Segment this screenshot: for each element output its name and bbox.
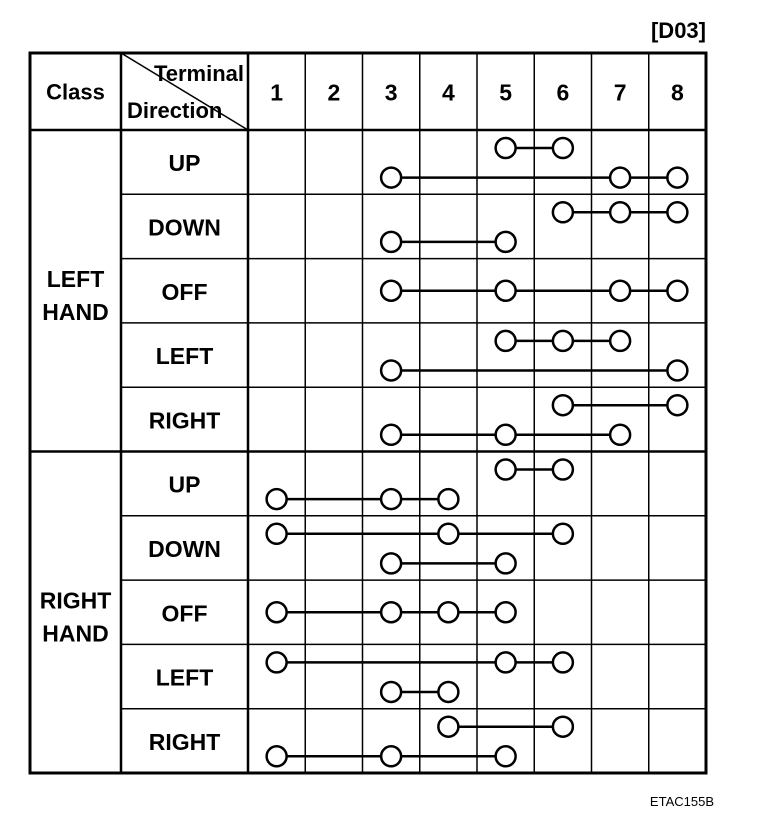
- direction-right: RIGHT: [148, 728, 221, 755]
- terminal-node-6: [553, 138, 573, 158]
- terminal-node-8: [667, 395, 687, 415]
- terminal-node-6: [553, 460, 573, 480]
- terminal-node-1: [267, 524, 287, 544]
- terminal-node-7: [610, 168, 630, 188]
- terminal-node-4: [438, 524, 458, 544]
- direction-right: RIGHT: [148, 407, 221, 434]
- direction-down: DOWN: [148, 214, 221, 241]
- terminal-node-5: [496, 746, 516, 766]
- terminal-node-1: [267, 489, 287, 509]
- direction-left: LEFT: [155, 343, 214, 370]
- terminal-number-6: 6: [556, 79, 570, 106]
- terminal-node-3: [381, 602, 401, 622]
- terminal-node-3: [381, 553, 401, 573]
- direction-header: Direction: [127, 98, 223, 123]
- terminal-node-7: [610, 281, 630, 301]
- terminal-node-5: [496, 652, 516, 672]
- direction-up: UP: [168, 150, 201, 177]
- group-label-right: RIGHT: [39, 587, 112, 614]
- terminal-node-8: [667, 281, 687, 301]
- group-label-left: LEFT: [46, 265, 105, 292]
- terminal-node-5: [496, 138, 516, 158]
- terminal-node-1: [267, 602, 287, 622]
- terminal-node-5: [496, 460, 516, 480]
- terminal-number-1: 1: [270, 79, 284, 106]
- terminal-node-6: [553, 331, 573, 351]
- terminal-number-5: 5: [499, 79, 513, 106]
- direction-down: DOWN: [148, 535, 221, 562]
- terminal-number-2: 2: [327, 79, 341, 106]
- terminal-number-8: 8: [670, 79, 684, 106]
- terminal-node-6: [553, 524, 573, 544]
- terminal-node-4: [438, 489, 458, 509]
- terminal-node-3: [381, 425, 401, 445]
- table-border: [30, 53, 706, 773]
- terminal-node-1: [267, 652, 287, 672]
- terminal-node-3: [381, 489, 401, 509]
- terminal-header: Terminal: [153, 61, 244, 86]
- terminal-node-8: [667, 202, 687, 222]
- terminal-node-5: [496, 331, 516, 351]
- terminal-node-5: [496, 232, 516, 252]
- group-label-hand: HAND: [42, 298, 109, 325]
- terminal-node-7: [610, 202, 630, 222]
- terminal-number-7: 7: [613, 79, 627, 106]
- terminal-node-3: [381, 746, 401, 766]
- terminal-node-5: [496, 602, 516, 622]
- terminal-node-6: [553, 717, 573, 737]
- terminal-node-6: [553, 652, 573, 672]
- terminal-node-1: [267, 746, 287, 766]
- terminal-number-4: 4: [441, 79, 455, 106]
- terminal-node-6: [553, 395, 573, 415]
- direction-off: OFF: [161, 600, 208, 627]
- terminal-node-8: [667, 360, 687, 380]
- terminal-node-3: [381, 232, 401, 252]
- terminal-node-4: [438, 717, 458, 737]
- terminal-node-7: [610, 331, 630, 351]
- direction-off: OFF: [161, 278, 208, 305]
- class-header: Class: [46, 79, 105, 105]
- direction-up: UP: [168, 471, 201, 498]
- terminal-number-3: 3: [384, 79, 398, 106]
- terminal-node-8: [667, 168, 687, 188]
- terminal-node-5: [496, 425, 516, 445]
- group-label-hand: HAND: [42, 620, 109, 647]
- terminal-node-3: [381, 360, 401, 380]
- terminal-node-5: [496, 553, 516, 573]
- terminal-node-4: [438, 682, 458, 702]
- terminal-node-6: [553, 202, 573, 222]
- terminal-node-3: [381, 168, 401, 188]
- terminal-node-7: [610, 425, 630, 445]
- terminal-node-3: [381, 682, 401, 702]
- figure-code: [D03]: [650, 18, 706, 43]
- footer-code: ETAC155B: [649, 794, 714, 809]
- terminal-node-3: [381, 281, 401, 301]
- terminal-node-5: [496, 281, 516, 301]
- terminal-node-4: [438, 602, 458, 622]
- direction-left: LEFT: [155, 664, 214, 691]
